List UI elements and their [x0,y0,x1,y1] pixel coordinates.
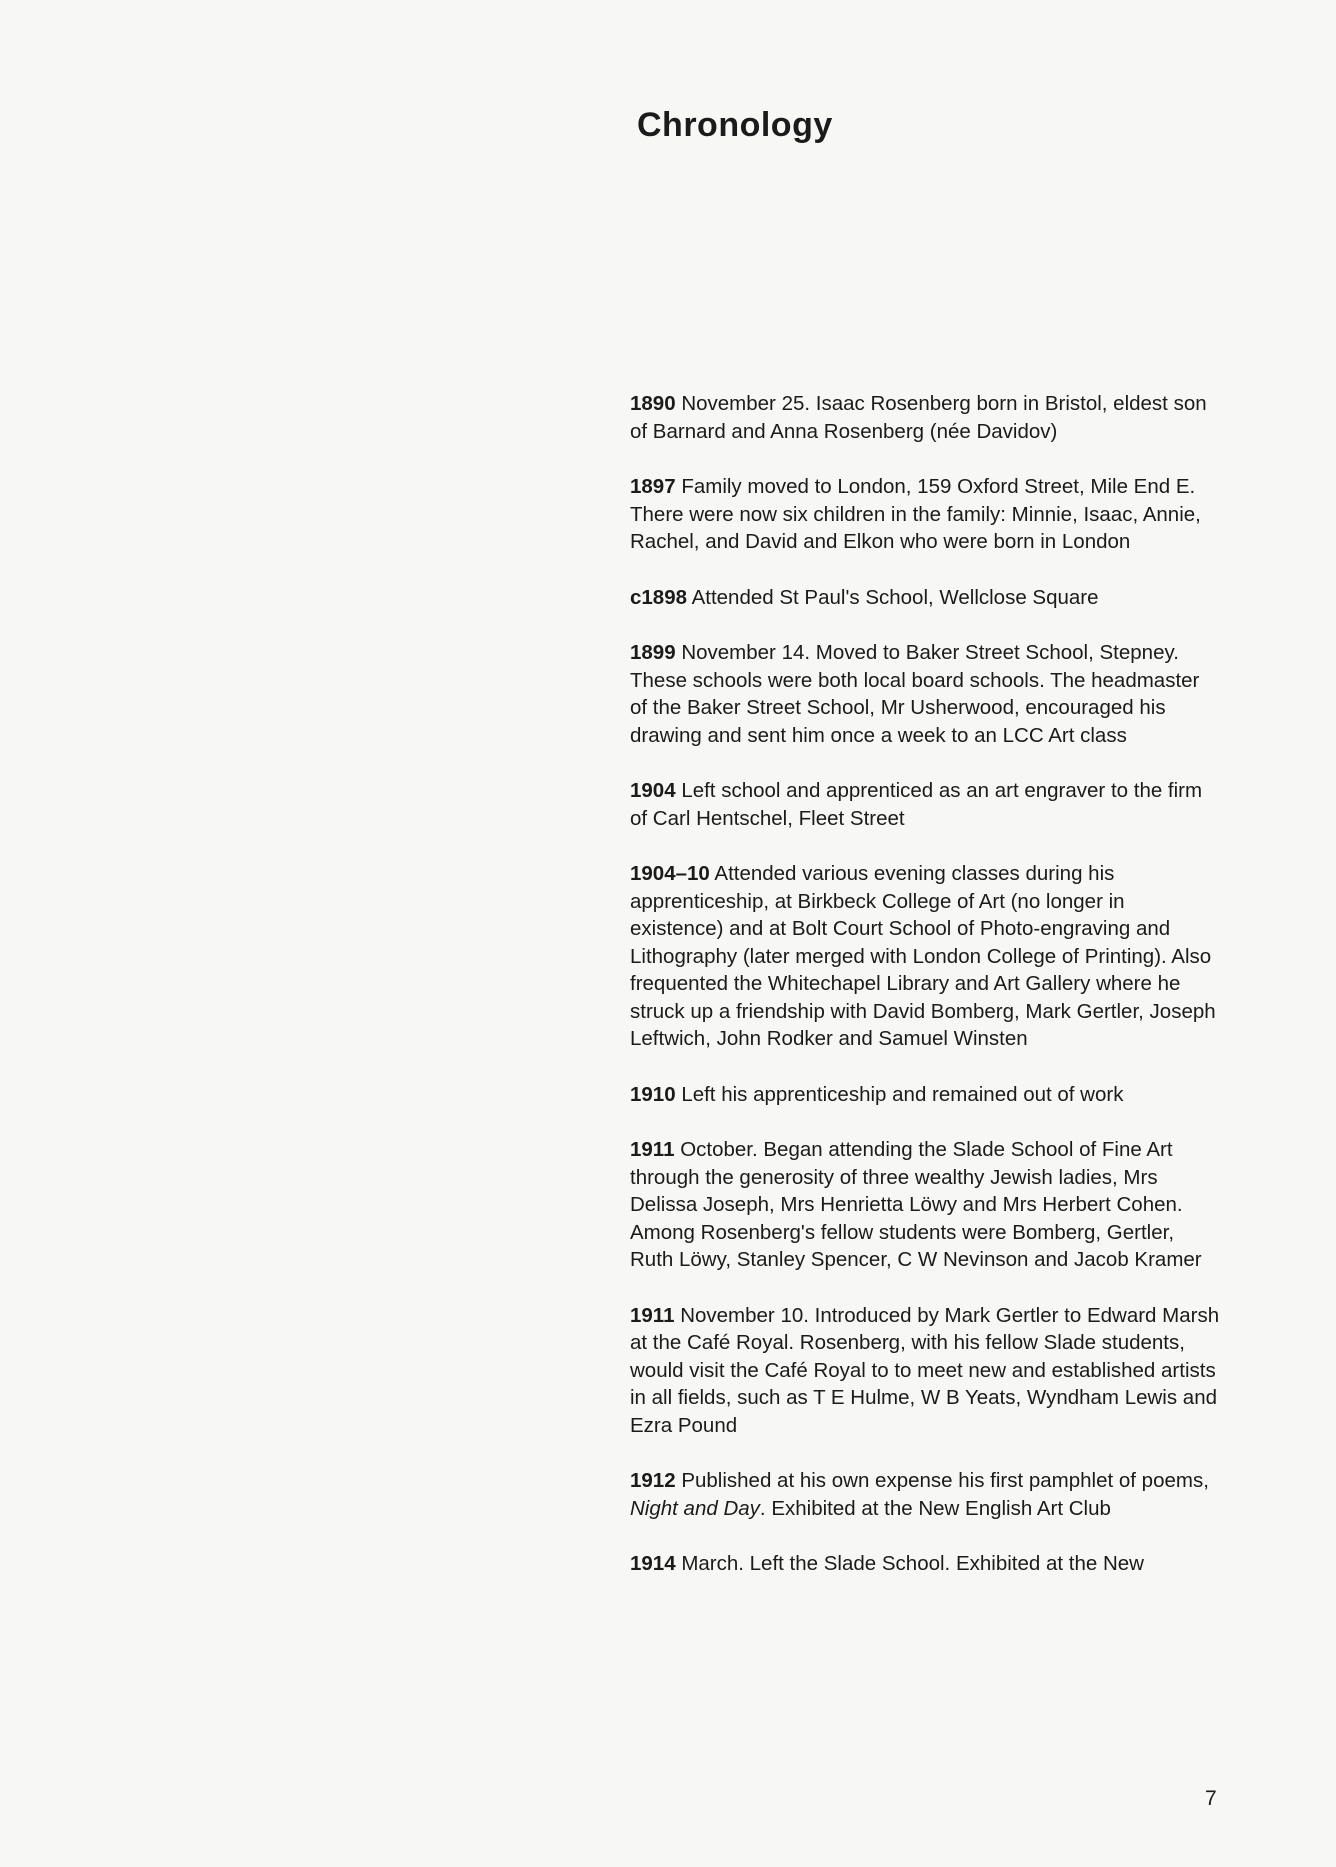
chronology-entry [630,473,1220,556]
chronology-entry [630,860,1220,1053]
entry-text: Left school and apprenticed as an art engraver to the firm of Carl Hentschel, Fleet Street [630,779,1203,830]
entry-text: Left his apprenticeship and remained out of work [681,1082,1124,1106]
entry-text: Attended various evening classes during his apprenticeship, at Birkbeck College of Art (no longer in existence) and at Bolt Court School of Photo-engraving and Lithography (later merged with London College of Printing). Also frequented the Whitechapel Library and Art Gallery where he struck up a friendship with David Bomberg, Mark Gertler, Joseph Leftwich, John Rodker and Samuel Winsten [630,862,1216,1050]
page-number: 7 [1205,1787,1217,1810]
page-title: Chronology [637,106,833,144]
entry-text: November 25. Isaac Rosenberg born in Bristol, eldest son of Barnard and Anna Rosenberg (née Davidov) [630,392,1207,443]
chronology-entry [630,390,1220,445]
chronology-entry [630,639,1220,749]
entry-year: 1890 [630,392,676,415]
entry-text: Attended St Paul's School, Wellclose Square [691,585,1099,609]
publication-title: Night and Day [630,1496,760,1520]
entry-year: 1911 [630,1303,675,1327]
entry-text: Family moved to London, 159 Oxford Street, Mile End E. There were now six children in the family: Minnie, Isaac, Annie, Rachel, and David and Elkon who were born in London [630,475,1201,553]
entry-text: November 14. Moved to Baker Street School, Stepney. These schools were both local board schools. The headmaster of the Baker Street School, Mr Usherwood, encouraged his drawing and sent him once a week to an LCC Art class [630,641,1200,747]
entry-year: 1912 [630,1469,676,1492]
entry-text: Published at his own expense his first pamphlet of poems, [681,1469,1209,1492]
entry-year: 1911 [630,1138,675,1161]
entry-text: October. Began attending the Slade School of Fine Art through the generosity of three wealthy Jewish ladies, Mrs Delissa Joseph, Mrs Henrietta Löwy and Mrs Herbert Cohen. Among Rosenberg's fellow students were Bomberg, Gertler, Ruth Löwy, Stanley Spencer, C W Nevinson and Jacob Kramer [630,1138,1202,1271]
chronology-entry [630,584,1220,612]
entry-year: 1904 [630,779,676,802]
chronology-entry [630,777,1220,832]
entry-year: 1904–10 [630,862,710,885]
entry-text: March. Left the Slade School. Exhibited at the New [681,1552,1144,1575]
entry-year: 1914 [630,1552,676,1575]
chronology-entry [630,1467,1220,1522]
chronology-entry [630,1302,1220,1440]
chronology-entry [630,1081,1220,1109]
entry-year: 1899 [630,641,676,664]
entry-text: November 10. Introduced by Mark Gertler to Edward Marsh at the Café Royal. Rosenberg, with his fellow Slade students, would visit the Café Royal to to meet new and established artists in all fields, such as T E Hulme, W B Yeats, Wyndham Lewis and Ezra Pound [630,1303,1220,1437]
entry-year: c1898 [630,585,688,609]
entry-year: 1910 [630,1082,676,1106]
chronology-list [630,390,1220,1606]
chronology-entry [630,1550,1220,1578]
chronology-entry [630,1136,1220,1274]
entry-text: . Exhibited at the New English Art Club [759,1496,1111,1520]
entry-year: 1897 [630,475,676,498]
